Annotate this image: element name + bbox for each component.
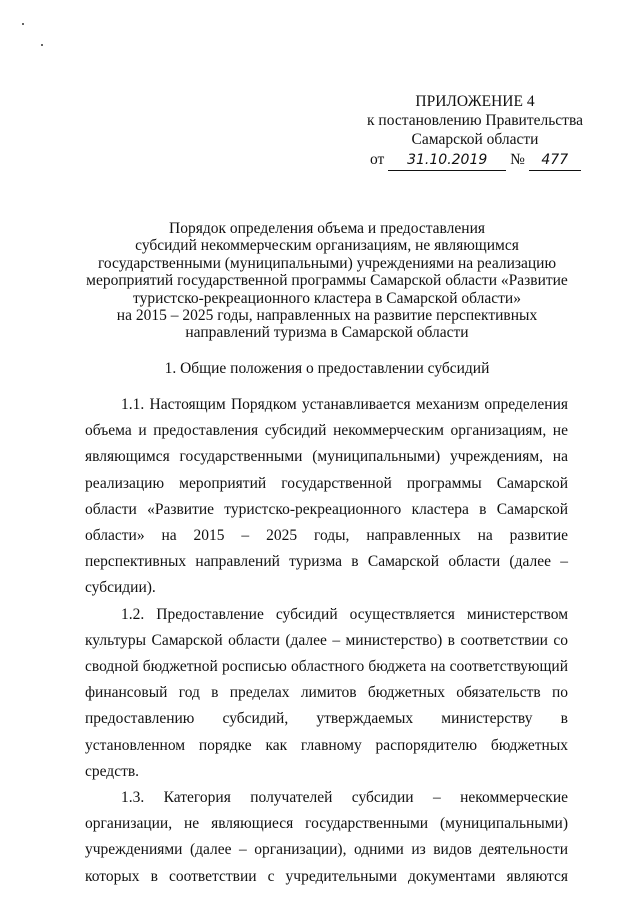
number-prefix: № <box>510 151 525 168</box>
heading-line: на 2015 – 2025 годы, направленных на развитие перспективных <box>116 307 538 325</box>
handwritten-number: 477 <box>529 151 581 171</box>
heading-line: субсидий некоммерческим организациям, не являющимся <box>135 237 519 255</box>
paragraph-1-1: 1.1. Настоящим Порядком устанавливается механизм определения объема и предоставления субсидий некоммерческим организациям, не являющимся государственными (муниципальными) учреждениям, на реализацию мероприятий государственной программы Самарской области «Развитие туристско-рекреационного кластера в Самарской области» на 2015 – 2025 годы, направленных на развитие перспективных направлений туризма в Самарской области (далее – субсидии). <box>85 396 568 597</box>
heading-line: туристско-рекреационного кластера в Самарской области» <box>133 289 521 307</box>
handwritten-date: 31.10.2019 <box>388 151 506 171</box>
heading-line: мероприятий государственной программы Самарской области «Развитие <box>86 272 568 290</box>
heading-line: направлений туризма в Самарской области <box>185 324 469 342</box>
paragraph-1-3: 1.3. Категория получателей субсидии – некоммерческие организации, не являющиеся государственными (муниципальными) учреждениями (далее – организации), одними из видов деятельности которых в соответствии с учредительными документами являются <box>85 789 568 885</box>
paragraph-1-2: 1.2. Предоставление субсидий осуществляется министерством культуры Самарской области (далее – министерство) в соответствии со сводной бюджетной росписью областного бюджета на соответствующий финансовый год в пределах лимитов бюджетных обязательств по предоставлению субсидий, утверждаемых министерству в установленном порядке как главному распорядителю бюджетных средств. <box>85 605 568 780</box>
appendix-line-1: к постановлению Правительства <box>367 112 583 129</box>
appendix-line-2: Самарской области <box>411 131 539 148</box>
heading-line: государственными (муниципальными) учреждениями на реализацию <box>97 254 557 272</box>
document-body <box>85 392 568 890</box>
document-heading <box>80 220 574 342</box>
section-title: 1. Общие положения о предоставлении субсидий <box>164 360 490 377</box>
scan-speck <box>41 44 43 46</box>
date-prefix: от <box>370 151 385 168</box>
scan-speck <box>22 23 24 25</box>
appendix-block <box>360 92 590 171</box>
appendix-date-number-line <box>360 150 590 171</box>
heading-line: Порядок определения объема и предоставления <box>169 220 485 237</box>
appendix-title: ПРИЛОЖЕНИЕ 4 <box>415 93 535 110</box>
